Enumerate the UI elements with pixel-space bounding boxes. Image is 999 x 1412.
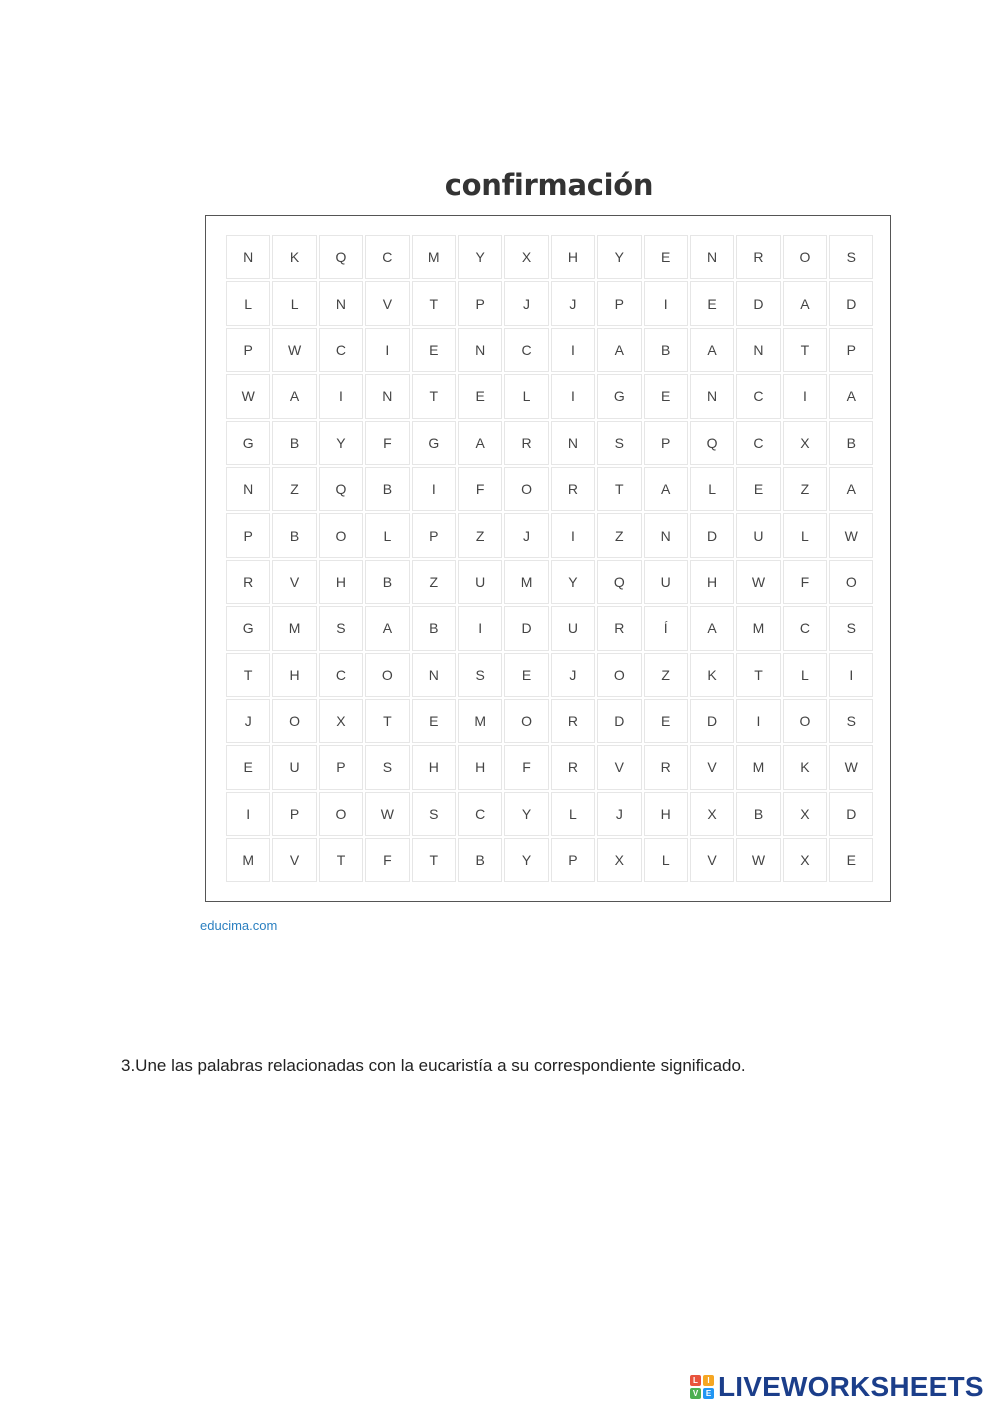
grid-cell[interactable]: J <box>504 281 548 325</box>
logo-square: L <box>690 1375 701 1386</box>
grid-cell[interactable]: U <box>272 745 316 789</box>
grid-cell[interactable]: L <box>504 374 548 418</box>
grid-cell[interactable]: G <box>412 421 456 465</box>
grid-cell[interactable]: H <box>272 653 316 697</box>
grid-cell[interactable]: S <box>597 421 641 465</box>
grid-cell[interactable]: B <box>272 421 316 465</box>
grid-cell[interactable]: Z <box>458 513 502 557</box>
grid-cell[interactable]: G <box>226 421 270 465</box>
grid-cell[interactable]: I <box>783 374 827 418</box>
logo-square: I <box>703 1375 714 1386</box>
grid-cell[interactable]: Y <box>319 421 363 465</box>
grid-cell[interactable]: N <box>319 281 363 325</box>
grid-cell[interactable]: K <box>690 653 734 697</box>
exercise-instruction: 3.Une las palabras relacionadas con la eucaristía a su correspondiente significado. <box>121 1056 746 1075</box>
grid-cell[interactable]: R <box>551 467 595 511</box>
worksheet-title: confirmación <box>444 168 654 202</box>
grid-cell[interactable]: Í <box>644 606 688 650</box>
word-search-frame <box>205 215 891 902</box>
grid-cell[interactable]: X <box>783 421 827 465</box>
grid-cell[interactable]: O <box>504 467 548 511</box>
grid-cell[interactable]: C <box>783 606 827 650</box>
grid-cell[interactable]: M <box>458 699 502 743</box>
grid-cell[interactable]: T <box>412 838 456 882</box>
grid-cell[interactable]: P <box>272 792 316 836</box>
grid-cell[interactable]: H <box>458 745 502 789</box>
grid-cell[interactable]: F <box>458 467 502 511</box>
grid-cell[interactable]: E <box>829 838 873 882</box>
grid-cell[interactable]: R <box>504 421 548 465</box>
grid-cell[interactable]: A <box>644 467 688 511</box>
grid-cell[interactable]: J <box>551 653 595 697</box>
grid-cell[interactable]: U <box>458 560 502 604</box>
grid-cell[interactable]: P <box>597 281 641 325</box>
grid-cell[interactable]: G <box>226 606 270 650</box>
grid-cell[interactable]: H <box>644 792 688 836</box>
grid-cell[interactable]: I <box>551 374 595 418</box>
grid-cell[interactable]: T <box>412 374 456 418</box>
grid-cell[interactable]: P <box>458 281 502 325</box>
grid-cell[interactable]: E <box>644 699 688 743</box>
grid-cell[interactable]: E <box>412 328 456 372</box>
grid-cell[interactable]: S <box>412 792 456 836</box>
grid-cell[interactable]: D <box>736 281 780 325</box>
grid-cell[interactable]: X <box>319 699 363 743</box>
grid-cell[interactable]: R <box>644 745 688 789</box>
grid-cell[interactable]: B <box>644 328 688 372</box>
grid-cell[interactable]: A <box>783 281 827 325</box>
grid-cell[interactable]: L <box>783 653 827 697</box>
grid-cell[interactable]: J <box>504 513 548 557</box>
grid-cell[interactable]: P <box>551 838 595 882</box>
grid-cell[interactable]: A <box>272 374 316 418</box>
grid-cell[interactable]: B <box>412 606 456 650</box>
grid-cell[interactable]: U <box>644 560 688 604</box>
grid-cell[interactable]: Y <box>504 838 548 882</box>
grid-cell[interactable]: C <box>458 792 502 836</box>
grid-cell[interactable]: B <box>365 560 409 604</box>
grid-cell[interactable]: E <box>504 653 548 697</box>
grid-cell[interactable]: T <box>365 699 409 743</box>
grid-cell[interactable]: N <box>226 467 270 511</box>
grid-cell[interactable]: F <box>365 421 409 465</box>
grid-cell[interactable]: L <box>783 513 827 557</box>
grid-cell[interactable]: B <box>736 792 780 836</box>
grid-cell[interactable]: J <box>226 699 270 743</box>
grid-cell[interactable]: S <box>829 235 873 279</box>
grid-cell[interactable]: L <box>644 838 688 882</box>
grid-cell[interactable]: H <box>690 560 734 604</box>
grid-cell[interactable]: T <box>783 328 827 372</box>
grid-cell[interactable]: C <box>504 328 548 372</box>
grid-cell[interactable]: V <box>597 745 641 789</box>
grid-cell[interactable]: K <box>783 745 827 789</box>
grid-cell[interactable]: A <box>365 606 409 650</box>
grid-cell[interactable]: D <box>690 699 734 743</box>
grid-cell[interactable]: A <box>829 374 873 418</box>
grid-cell[interactable]: H <box>319 560 363 604</box>
source-link[interactable]: educima.com <box>200 918 278 933</box>
grid-cell[interactable]: M <box>736 745 780 789</box>
grid-cell[interactable]: S <box>829 606 873 650</box>
grid-cell[interactable]: O <box>365 653 409 697</box>
grid-cell[interactable]: V <box>690 838 734 882</box>
grid-cell[interactable]: P <box>226 513 270 557</box>
grid-cell[interactable]: T <box>319 838 363 882</box>
grid-cell[interactable]: N <box>365 374 409 418</box>
grid-cell[interactable]: V <box>272 838 316 882</box>
grid-cell[interactable]: D <box>504 606 548 650</box>
liveworksheets-logo-icon <box>690 1375 714 1399</box>
grid-cell[interactable]: Z <box>644 653 688 697</box>
grid-cell[interactable]: K <box>272 235 316 279</box>
grid-cell[interactable]: J <box>551 281 595 325</box>
grid-cell[interactable]: Y <box>458 235 502 279</box>
grid-cell[interactable]: N <box>690 374 734 418</box>
grid-cell[interactable]: O <box>597 653 641 697</box>
grid-cell[interactable]: X <box>783 838 827 882</box>
grid-cell[interactable]: A <box>690 328 734 372</box>
grid-cell[interactable]: S <box>319 606 363 650</box>
grid-cell[interactable]: I <box>226 792 270 836</box>
grid-cell[interactable]: N <box>736 328 780 372</box>
grid-cell[interactable]: X <box>783 792 827 836</box>
grid-cell[interactable]: T <box>736 653 780 697</box>
grid-cell[interactable]: O <box>504 699 548 743</box>
grid-cell[interactable]: I <box>551 328 595 372</box>
grid-cell[interactable]: W <box>365 792 409 836</box>
grid-cell[interactable]: Q <box>319 235 363 279</box>
word-search-grid <box>226 235 873 882</box>
grid-cell[interactable]: A <box>829 467 873 511</box>
grid-cell[interactable]: P <box>319 745 363 789</box>
grid-cell[interactable]: W <box>736 838 780 882</box>
grid-cell[interactable]: O <box>783 235 827 279</box>
grid-cell[interactable]: M <box>412 235 456 279</box>
grid-cell[interactable]: E <box>644 374 688 418</box>
grid-cell[interactable]: S <box>365 745 409 789</box>
grid-cell[interactable]: X <box>690 792 734 836</box>
grid-cell[interactable]: C <box>736 421 780 465</box>
grid-cell[interactable]: A <box>597 328 641 372</box>
grid-cell[interactable]: T <box>226 653 270 697</box>
grid-cell[interactable]: X <box>504 235 548 279</box>
grid-cell[interactable]: N <box>226 235 270 279</box>
grid-cell[interactable]: E <box>736 467 780 511</box>
grid-cell[interactable]: V <box>365 281 409 325</box>
grid-cell[interactable]: N <box>458 328 502 372</box>
grid-cell[interactable]: O <box>319 792 363 836</box>
grid-cell[interactable]: Z <box>412 560 456 604</box>
grid-cell[interactable]: B <box>365 467 409 511</box>
grid-cell[interactable]: M <box>504 560 548 604</box>
grid-cell[interactable]: R <box>597 606 641 650</box>
grid-cell[interactable]: I <box>829 653 873 697</box>
grid-cell[interactable]: R <box>226 560 270 604</box>
grid-cell[interactable]: R <box>551 699 595 743</box>
grid-cell[interactable]: A <box>690 606 734 650</box>
grid-cell[interactable]: D <box>829 792 873 836</box>
grid-cell[interactable]: V <box>272 560 316 604</box>
grid-cell[interactable]: P <box>226 328 270 372</box>
grid-cell[interactable]: R <box>736 235 780 279</box>
grid-cell[interactable]: B <box>272 513 316 557</box>
grid-cell[interactable]: D <box>597 699 641 743</box>
grid-cell[interactable]: J <box>597 792 641 836</box>
grid-cell[interactable]: W <box>272 328 316 372</box>
grid-cell[interactable]: M <box>226 838 270 882</box>
grid-cell[interactable]: D <box>690 513 734 557</box>
grid-cell[interactable]: O <box>783 699 827 743</box>
grid-cell[interactable]: T <box>412 281 456 325</box>
grid-cell[interactable]: P <box>829 328 873 372</box>
grid-cell[interactable]: P <box>412 513 456 557</box>
grid-cell[interactable]: I <box>319 374 363 418</box>
logo-square: E <box>703 1388 714 1399</box>
grid-cell[interactable]: O <box>829 560 873 604</box>
grid-cell[interactable]: I <box>458 606 502 650</box>
grid-cell[interactable]: T <box>597 467 641 511</box>
grid-cell[interactable]: S <box>829 699 873 743</box>
grid-cell[interactable]: I <box>365 328 409 372</box>
grid-cell[interactable]: E <box>690 281 734 325</box>
grid-cell[interactable]: M <box>272 606 316 650</box>
grid-cell[interactable]: W <box>226 374 270 418</box>
grid-cell[interactable]: I <box>644 281 688 325</box>
grid-cell[interactable]: I <box>551 513 595 557</box>
grid-cell[interactable]: U <box>551 606 595 650</box>
grid-cell[interactable]: H <box>412 745 456 789</box>
grid-cell[interactable]: L <box>272 281 316 325</box>
logo-square: V <box>690 1388 701 1399</box>
grid-cell[interactable]: E <box>226 745 270 789</box>
grid-cell[interactable]: L <box>690 467 734 511</box>
liveworksheets-logo[interactable] <box>690 1371 984 1403</box>
grid-cell[interactable]: C <box>319 328 363 372</box>
grid-cell[interactable]: Q <box>319 467 363 511</box>
grid-cell[interactable]: L <box>551 792 595 836</box>
grid-cell[interactable]: Y <box>504 792 548 836</box>
grid-cell[interactable]: C <box>736 374 780 418</box>
grid-cell[interactable]: I <box>736 699 780 743</box>
grid-cell[interactable]: U <box>736 513 780 557</box>
grid-cell[interactable]: O <box>272 699 316 743</box>
grid-cell[interactable]: N <box>412 653 456 697</box>
grid-cell[interactable]: M <box>736 606 780 650</box>
grid-cell[interactable]: C <box>319 653 363 697</box>
grid-cell[interactable]: V <box>690 745 734 789</box>
grid-cell[interactable]: R <box>551 745 595 789</box>
grid-cell[interactable]: H <box>551 235 595 279</box>
logo-text: LIVEWORKSHEETS <box>718 1371 984 1402</box>
grid-cell[interactable]: L <box>365 513 409 557</box>
grid-cell[interactable]: X <box>597 838 641 882</box>
grid-cell[interactable]: E <box>458 374 502 418</box>
grid-cell[interactable]: P <box>644 421 688 465</box>
grid-cell[interactable]: A <box>458 421 502 465</box>
grid-cell[interactable]: Q <box>597 560 641 604</box>
grid-cell[interactable]: F <box>783 560 827 604</box>
grid-cell[interactable]: B <box>458 838 502 882</box>
grid-cell[interactable]: Y <box>551 560 595 604</box>
grid-cell[interactable]: Z <box>272 467 316 511</box>
grid-cell[interactable]: S <box>458 653 502 697</box>
grid-cell[interactable]: D <box>829 281 873 325</box>
grid-cell[interactable]: W <box>829 513 873 557</box>
grid-cell[interactable]: Y <box>597 235 641 279</box>
grid-cell[interactable]: C <box>365 235 409 279</box>
grid-cell[interactable]: F <box>504 745 548 789</box>
grid-cell[interactable]: N <box>551 421 595 465</box>
grid-cell[interactable]: Z <box>597 513 641 557</box>
grid-cell[interactable]: E <box>412 699 456 743</box>
grid-cell[interactable]: Q <box>690 421 734 465</box>
grid-cell[interactable]: F <box>365 838 409 882</box>
grid-cell[interactable]: W <box>736 560 780 604</box>
grid-cell[interactable]: Z <box>783 467 827 511</box>
grid-cell[interactable]: N <box>644 513 688 557</box>
grid-cell[interactable]: G <box>597 374 641 418</box>
grid-cell[interactable]: O <box>319 513 363 557</box>
grid-cell[interactable]: E <box>644 235 688 279</box>
grid-cell[interactable]: B <box>829 421 873 465</box>
grid-cell[interactable]: N <box>690 235 734 279</box>
grid-cell[interactable]: L <box>226 281 270 325</box>
grid-cell[interactable]: I <box>412 467 456 511</box>
grid-cell[interactable]: W <box>829 745 873 789</box>
